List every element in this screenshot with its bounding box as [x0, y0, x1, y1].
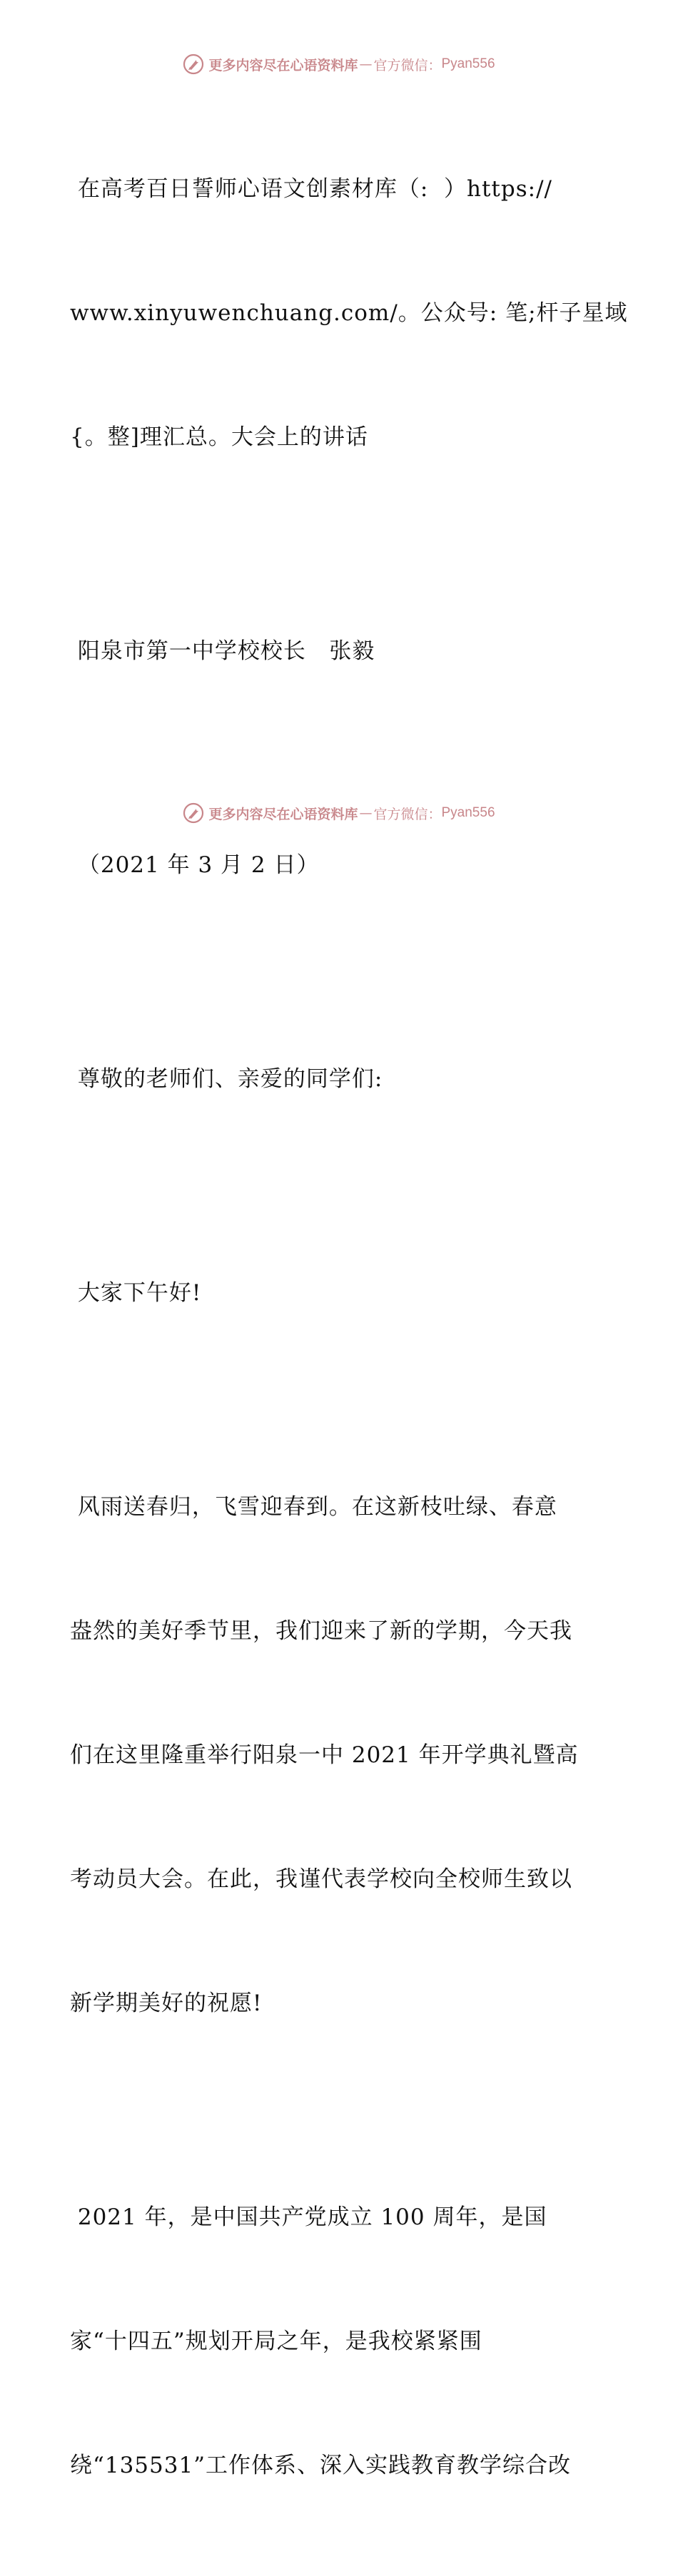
- pen-logo-icon: [183, 802, 204, 824]
- text-line: 盎然的美好季节里，我们迎来了新的学期，今天我: [70, 1618, 572, 1644]
- text-line: www.xinyuwenchuang.com/。公众号: 笔;杆子星域: [70, 300, 628, 326]
- document-body: [70, 86, 628, 2576]
- banner-wechat-label: 官方微信：: [373, 57, 442, 73]
- text-line: 阳泉市第一中学校校长 张毅: [70, 638, 375, 664]
- banner-wechat-label: 官方微信：: [373, 806, 442, 822]
- banner-text: 更多内容尽在心语资料库: [208, 806, 358, 822]
- banner-wechat-id: Pyan556: [441, 56, 495, 71]
- banner-text: 更多内容尽在心语资料库: [208, 57, 358, 73]
- banner-separator: —: [359, 805, 373, 821]
- text-line: 风雨送春归，飞雪迎春到。在这新枝吐绿、春意: [70, 1494, 557, 1520]
- text-line: 在高考百日誓师心语文创素材库（: ）https://: [70, 176, 552, 202]
- text-line: （2021 年 3 月 2 日）: [70, 852, 320, 878]
- text-line: 大家下午好!: [70, 1280, 202, 1306]
- text-line: 家“十四五”规划开局之年，是我校紧紧围: [70, 2329, 482, 2354]
- greeting-line: [70, 1190, 612, 1396]
- salutation-line: [70, 976, 612, 1182]
- text-line: 们在这里隆重举行阳泉一中 2021 年开学典礼暨高: [70, 1742, 579, 1768]
- text-line: 新学期美好的祝愿!: [70, 1990, 263, 2016]
- text-line: 2021 年，是中国共产党成立 100 周年，是国: [70, 2204, 547, 2230]
- footer-watermark-banner: [0, 799, 678, 827]
- banner-separator: —: [359, 56, 373, 72]
- intro-paragraph: [70, 86, 628, 541]
- body-paragraph-1: [70, 1404, 612, 2107]
- text-line: {。整]理汇总。大会上的讲话: [70, 424, 368, 450]
- pen-logo-icon: [183, 53, 204, 75]
- text-line: 绕“135531”工作体系、深入实践教育教学综合改: [70, 2453, 572, 2478]
- date-line: [70, 762, 612, 968]
- author-line: [70, 548, 612, 755]
- body-paragraph-2: [70, 2114, 612, 2569]
- header-watermark-banner: [0, 50, 678, 78]
- text-line: 考动员大会。在此，我谨代表学校向全校师生致以: [70, 1866, 572, 1892]
- text-line: 尊敬的老师们、亲爱的同学们:: [70, 1066, 383, 1092]
- banner-wechat-id: Pyan556: [441, 805, 495, 820]
